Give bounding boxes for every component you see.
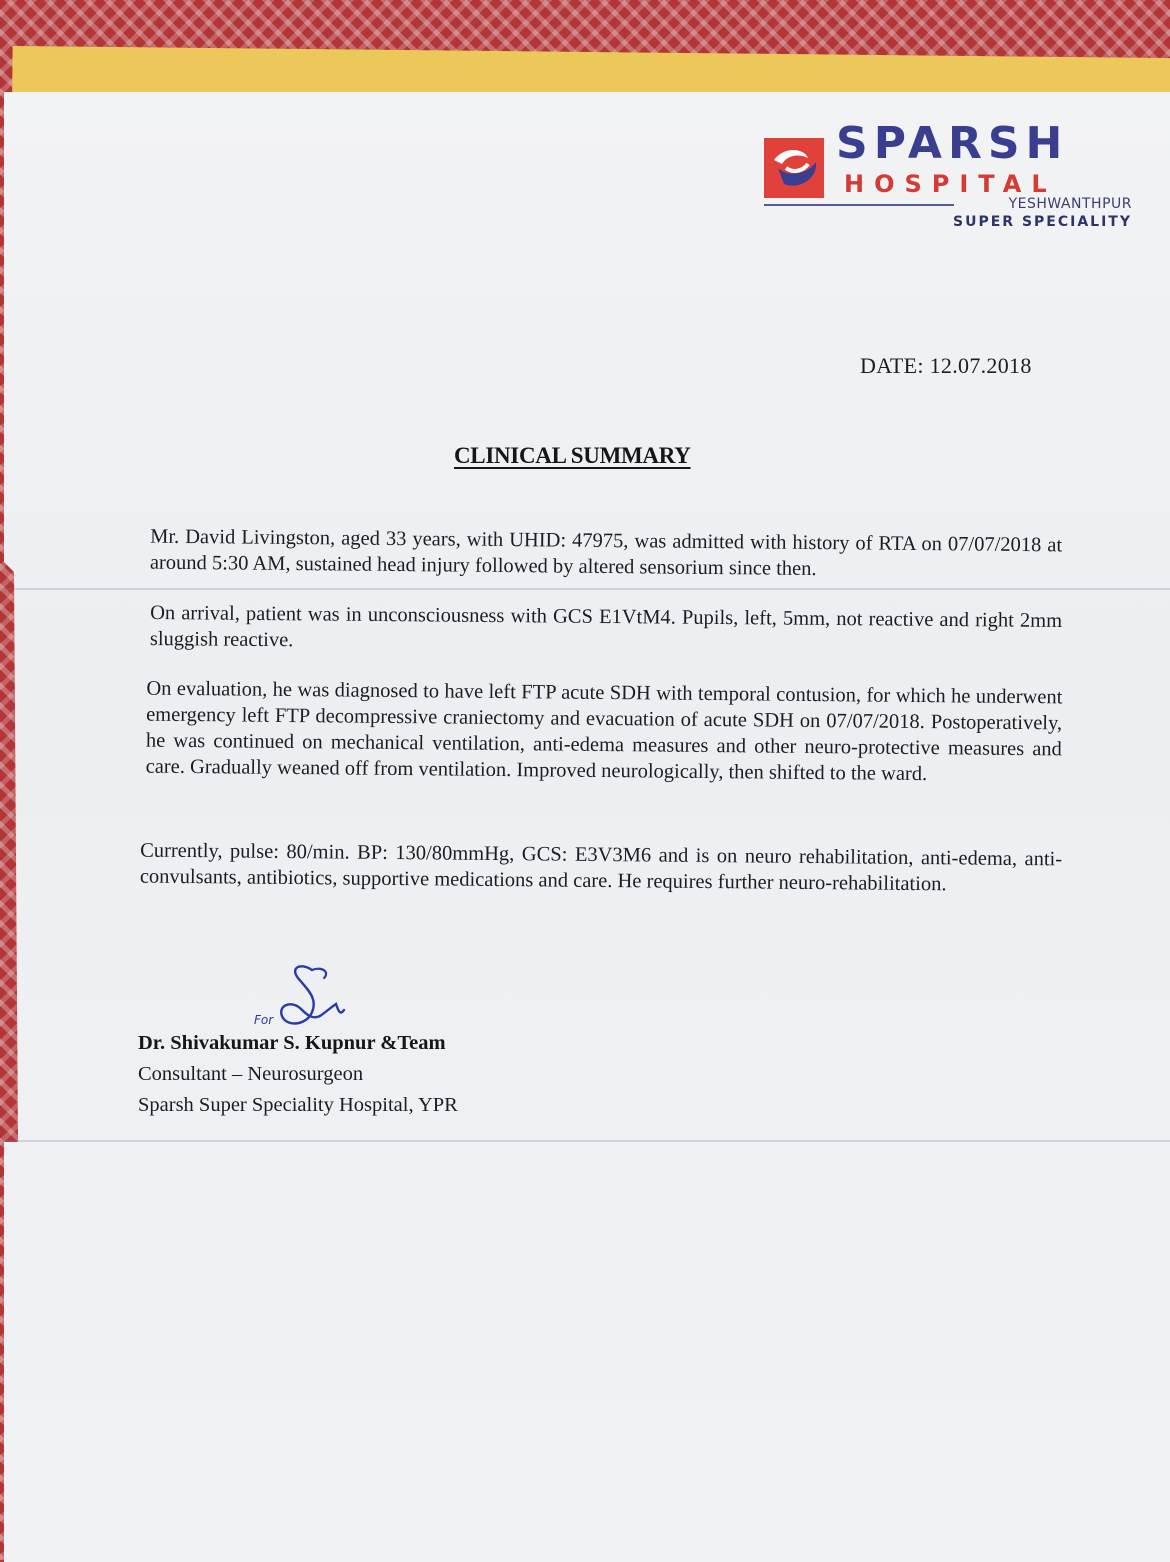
- logo-tagline-text: SUPER SPECIALITY: [953, 214, 1132, 230]
- logo-brand-text: SPARSH: [836, 118, 1069, 169]
- sparsh-logo-icon: [764, 138, 824, 198]
- signatory-role: Consultant – Neurosurgeon: [138, 1063, 364, 1085]
- signatory-hospital: Sparsh Super Speciality Hospital, YPR: [138, 1094, 458, 1116]
- summary-paragraph: On arrival, patient was in unconsciousness with GCS E1VtM4. Pupils, left, 5mm, not reactive and right 2mm sluggish reactive.: [149, 602, 1063, 652]
- signature-for-text: For: [254, 1013, 274, 1027]
- summary-paragraph: Mr. David Livingston, aged 33 years, with UHID: 47975, was admitted with history of RTA on 07/07/2018 at around 5:30 AM, sustained head injury followed by altered sensorium since then.: [149, 525, 1063, 581]
- summary-paragraph: On evaluation, he was diagnosed to have left FTP acute SDH with temporal contusion, for which he underwent emergency left FTP decompressive craniectomy and evacuation of acute SDH on 07/07/2018. Postoperatively, he was continued on mechanical ventilation, anti-edema measures and other neuro-protective measures and care. Gradually weaned off from ventilation. Improved neurologically, then shifted to the ward.: [145, 677, 1063, 786]
- logo-location-text: YESHWANTHPUR: [1008, 196, 1132, 212]
- paper-fold-line: [0, 1140, 1170, 1142]
- paper-fold-line: [0, 588, 1170, 590]
- summary-paragraph: Currently, pulse: 80/min. BP: 130/80mmHg, GCS: E3V3M6 and is on neuro rehabilitation, anti-edema, anti-convulsants, antibiotics, supportive medications and care. He requires further neuro-rehabilitation.: [139, 839, 1063, 896]
- letter-date: DATE: 12.07.2018: [860, 353, 1032, 378]
- letter-paper: [4, 92, 1170, 1562]
- logo-divider: [764, 204, 954, 206]
- hospital-logo: [762, 118, 1134, 238]
- logo-subbrand-text: HOSPITAL: [844, 170, 1057, 198]
- handwritten-signature: [250, 960, 360, 1040]
- document-title: CLINICAL SUMMARY: [454, 443, 691, 468]
- signatory-name: Dr. Shivakumar S. Kupnur &Team: [138, 1032, 446, 1054]
